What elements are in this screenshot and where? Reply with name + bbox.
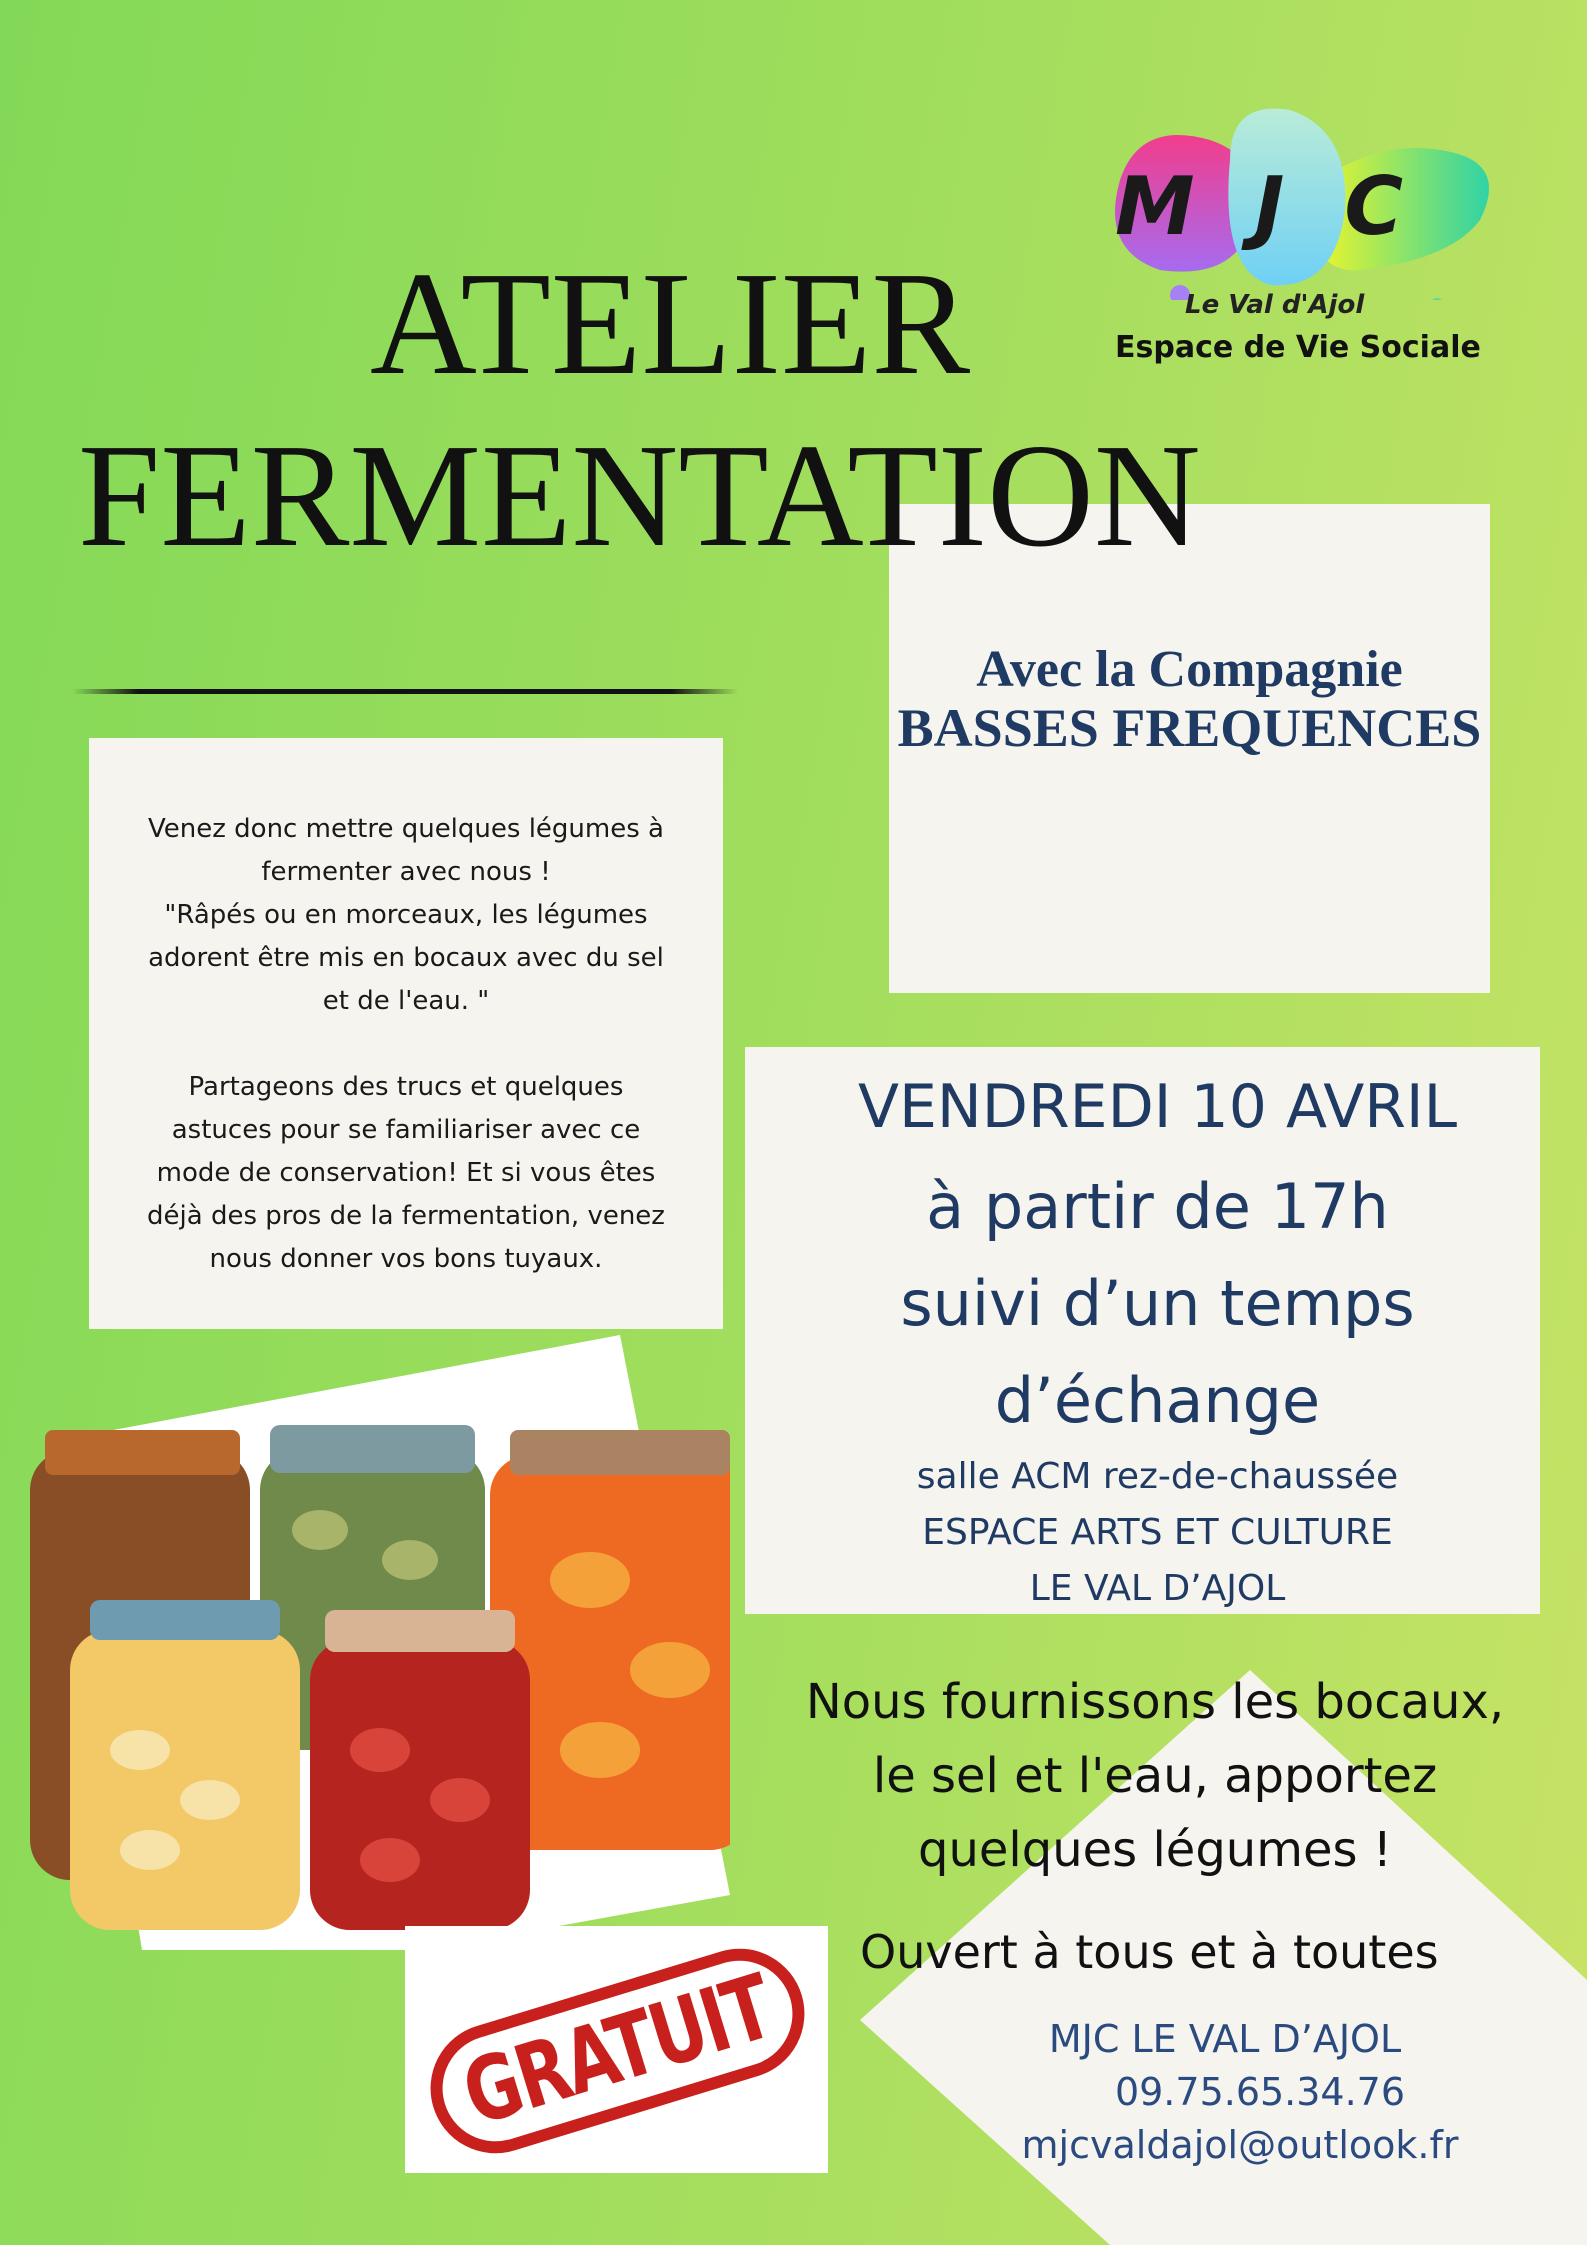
free-stamp-text: GRATUIT (451, 1955, 784, 2147)
company-name: BASSES FREQUENCES (897, 698, 1482, 758)
contact-email: mjcvaldajol@outlook.fr (1021, 2123, 1459, 2167)
desc-line: nous donner vos bons tuyaux. (209, 1244, 603, 1274)
event-room: salle ACM rez-de-chaussée (916, 1456, 1399, 1497)
event-venue: ESPACE ARTS ET CULTURE (922, 1512, 1393, 1553)
provided-line: le sel et l'eau, apportez (872, 1748, 1438, 1804)
title-line-2: FERMENTATION (78, 414, 1201, 578)
logo-town: Le Val d'Ajol (1185, 290, 1365, 320)
title-line-1: ATELIER (370, 242, 971, 406)
desc-line: Venez donc mettre quelques légumes à (148, 814, 664, 844)
provided-line: quelques légumes ! (918, 1822, 1392, 1878)
event-town: LE VAL D’AJOL (1029, 1568, 1286, 1609)
event-time: à partir de 17h (926, 1170, 1389, 1243)
event-follow-1: suivi d’un temps (900, 1267, 1415, 1340)
desc-line: et de l'eau. " (322, 986, 490, 1016)
event-date: VENDREDI 10 AVRIL (857, 1072, 1458, 1142)
desc-line: déjà des pros de la fermentation, venez (147, 1201, 665, 1231)
logo-letters: MJC (1115, 160, 1464, 253)
desc-line: astuces pour se familiariser avec ce (171, 1115, 641, 1145)
contact-org: MJC LE VAL D’AJOL (1048, 2017, 1402, 2061)
desc-line: fermenter avec nous ! (261, 857, 551, 887)
free-stamp-box (405, 1926, 828, 2173)
provided-line: Nous fournissons les bocaux, (805, 1674, 1505, 1730)
desc-line: mode de conservation! Et si vous êtes (156, 1158, 656, 1188)
provided-text (730, 1665, 1580, 1887)
open-to-all: Ouvert à tous et à toutes (860, 1925, 1439, 1979)
jars-image (30, 1330, 730, 1950)
desc-line: "Râpés ou en morceaux, les légumes (164, 900, 648, 930)
logo-subtitle: Espace de Vie Sociale (1115, 330, 1481, 365)
free-stamp (414, 1933, 820, 2170)
desc-line: adorent être mis en bocaux avec du sel (148, 943, 664, 973)
contact-phone: 09.75.65.34.76 (1114, 2070, 1406, 2114)
desc-line: Partageons des trucs et quelques (188, 1072, 624, 1102)
event-follow-2: d’échange (994, 1364, 1321, 1437)
company-line-1: Avec la Compagnie (976, 641, 1403, 698)
